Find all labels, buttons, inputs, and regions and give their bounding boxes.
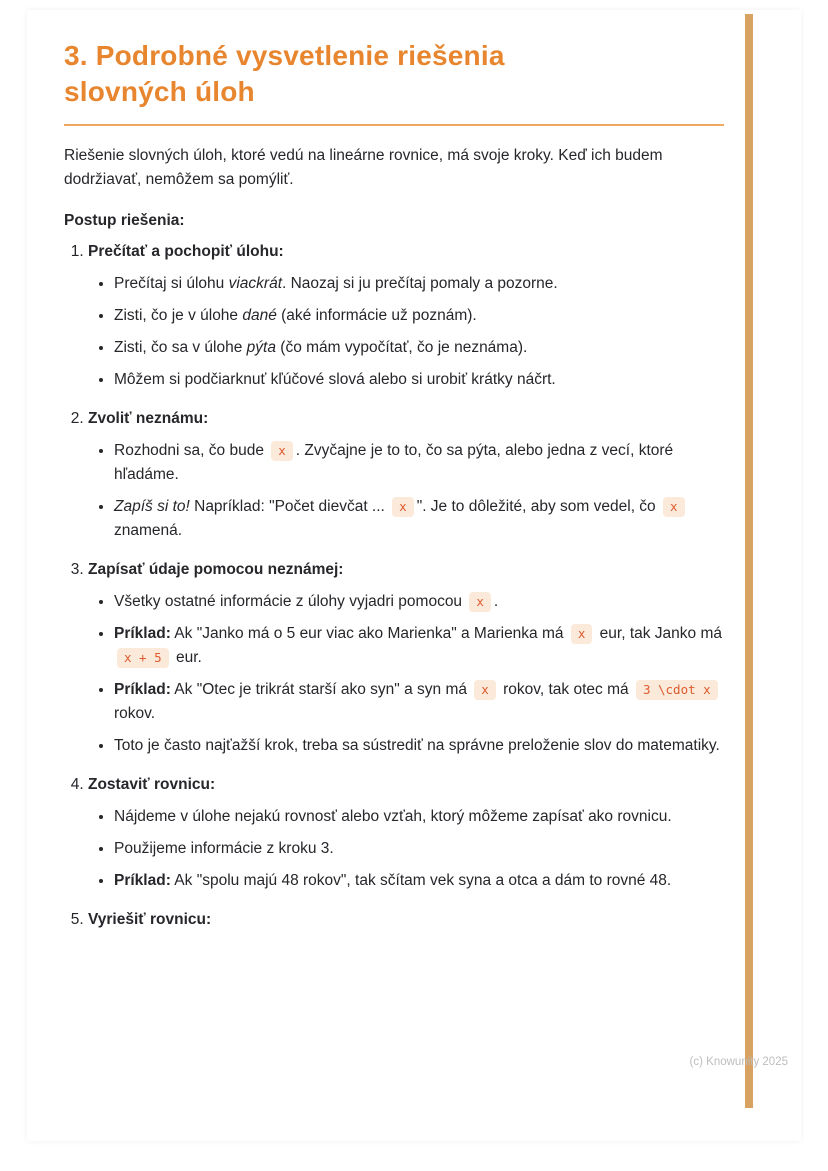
inline-code-chip: 3 \cdot x <box>636 680 718 700</box>
bullet-item: • Príklad: Ak "Janko má o 5 eur viac ako Marienka" a Marienka má x eur, tak Janko má x + 5 eur. <box>114 622 724 670</box>
step-label: Prečítať a pochopiť úlohu: <box>88 242 284 260</box>
step-item <box>88 773 724 893</box>
bold-text: Príklad: <box>114 681 171 699</box>
bullet-item: • Môžem si podčiarknuť kľúčové slová alebo si urobiť krátky náčrt. <box>114 368 724 392</box>
bold-text: Príklad: <box>114 625 171 642</box>
bullet-item: • Všetky ostatné informácie z úlohy vyjadri pomocou x . <box>114 590 724 614</box>
italic-text: pýta <box>246 338 276 356</box>
steps-list <box>64 240 724 932</box>
step-label: Zvoliť neznámu: <box>88 409 209 427</box>
inline-code-chip: x <box>469 592 491 612</box>
bullet-item: • Nájdeme v úlohe nejakú rovnosť alebo vzťah, ktorý môžeme zapísať ako rovnicu. <box>114 805 724 829</box>
italic-text: viackrát <box>228 274 282 292</box>
italic-text: Zapíš si to! <box>114 497 190 515</box>
step-label: Zapísať údaje pomocou neznámej: <box>88 560 344 578</box>
inline-code-chip: x + 5 <box>117 648 169 668</box>
copyright-notice: (c) Knowunity 2025 <box>689 1056 788 1068</box>
inline-code-chip: x <box>663 497 685 517</box>
bullet-item: • Príklad: Ak "spolu majú 48 rokov", tak sčítam vek syna a otca a dám to rovné 48. <box>114 869 724 893</box>
bullet-item: • Príklad: Ak "Otec je trikrát starší ako syn" a syn má x rokov, tak otec má 3 \cdot x rokov. <box>114 678 724 726</box>
page-title: 3. Podrobné vysvetlenie riešenia slovných úloh <box>64 40 505 108</box>
step-bullets <box>88 439 724 543</box>
bullet-item: • Zapíš si to! Napríklad: "Počet dievčat ... x ". Je to dôležité, aby som vedel, čo x znamená. <box>114 495 724 543</box>
inline-code-chip: x <box>392 497 414 517</box>
step-item <box>88 558 724 758</box>
step-item <box>88 908 724 932</box>
inline-code-chip: x <box>571 624 593 644</box>
step-bullets <box>88 272 724 392</box>
step-label: Vyriešiť rovnicu: <box>88 911 212 929</box>
intro-paragraph: Riešenie slovných úloh, ktoré vedú na lineárne rovnice, má svoje kroky. Keď ich budem dodržiavať, nemôžem sa pomýliť. <box>64 146 663 188</box>
bullet-item: • Použijeme informácie z kroku 3. <box>114 837 724 861</box>
bold-text: Príklad: <box>114 872 171 890</box>
step-bullets <box>88 805 724 893</box>
bullet-item: • Zisti, čo sa v úlohe pýta (čo mám vypočítať, čo je neznáma). <box>114 336 724 360</box>
italic-text: dané <box>242 306 277 324</box>
step-label: Zostaviť rovnicu: <box>88 776 216 794</box>
bullet-item: • Rozhodni sa, čo bude x . Zvyčajne je to to, čo sa pýta, alebo jedna z vecí, ktoré hľadáme. <box>114 439 724 487</box>
bullet-item: • Toto je často najťažší krok, treba sa sústrediť na správne preloženie slov do matematiky. <box>114 734 724 758</box>
bullet-item: • Zisti, čo je v úlohe dané (aké informácie už poznám). <box>114 304 724 328</box>
step-bullets <box>88 590 724 758</box>
step-item <box>88 240 724 392</box>
document-content <box>64 30 724 947</box>
steps-heading: Postup riešenia: <box>64 211 185 229</box>
page-accent-bar <box>745 14 753 1108</box>
step-item <box>88 407 724 543</box>
bullet-item: • Prečítaj si úlohu viackrát. Naozaj si ju prečítaj pomaly a pozorne. <box>114 272 724 296</box>
inline-code-chip: x <box>271 441 293 461</box>
title-divider <box>64 124 724 126</box>
inline-code-chip: x <box>474 680 496 700</box>
